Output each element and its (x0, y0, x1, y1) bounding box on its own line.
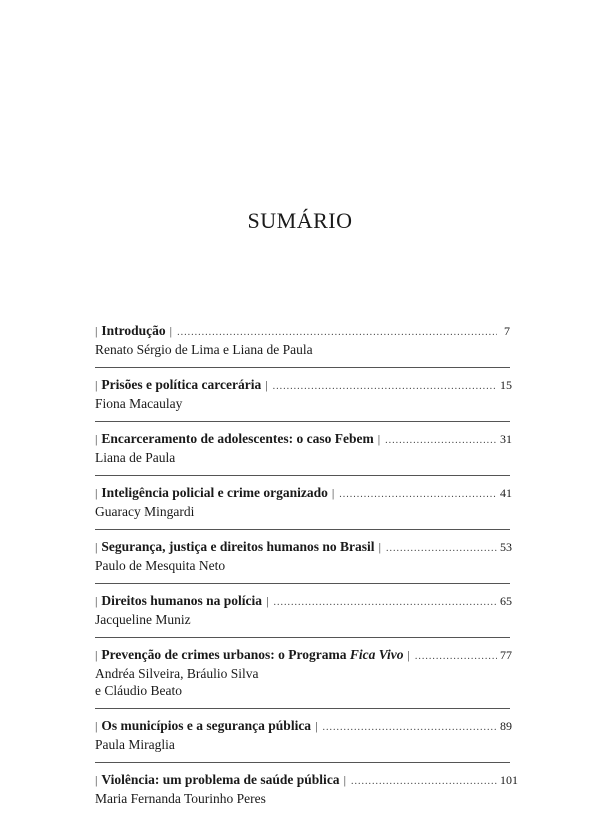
dot-leader (273, 378, 497, 395)
dot-leader (273, 594, 497, 611)
chapter-title[interactable]: Prisões e política carcerária (101, 377, 262, 392)
table-of-contents (95, 322, 518, 824)
toc-entry-line (95, 322, 510, 341)
page-number: 65 (500, 594, 512, 608)
separator: | (331, 486, 335, 500)
toc-entry-line (95, 592, 510, 611)
chapter-title[interactable]: Encarceramento de adolescentes: o caso Febem (101, 431, 374, 446)
separator: | (377, 432, 381, 446)
page-number: 53 (500, 540, 512, 554)
page-number: 7 (504, 324, 510, 338)
toc-entry-line (95, 376, 510, 395)
chapter-author: Guaracy Mingardi (95, 504, 195, 519)
toc-entry-line (95, 717, 510, 736)
toc-entry-line (95, 771, 518, 790)
separator: | (343, 773, 346, 787)
chapter-title[interactable]: Inteligência policial e crime organizado (101, 485, 328, 500)
chapter-title-program: Fica Vivo (349, 647, 404, 662)
separator: | (315, 719, 318, 733)
chapter-title[interactable]: Violência: um problema de saúde pública (101, 772, 340, 787)
separator: | (95, 594, 98, 608)
separator: | (95, 540, 98, 554)
toc-entry[interactable] (95, 376, 510, 422)
separator: | (169, 324, 173, 338)
page-number: 101 (500, 773, 518, 787)
chapter-title[interactable] (101, 646, 403, 663)
chapter-title[interactable]: Segurança, justiça e direitos humanos no Brasil (101, 539, 375, 554)
toc-entry[interactable] (95, 771, 518, 816)
toc-entry-line (95, 484, 510, 503)
chapter-title[interactable]: Os municípios e a segurança pública (101, 718, 312, 733)
chapter-author: Maria Fernanda Tourinho Peres (95, 791, 266, 806)
toc-entry[interactable] (95, 484, 510, 530)
chapter-author: Paula Miraglia (95, 737, 175, 752)
separator: | (265, 378, 268, 392)
chapter-author: Liana de Paula (95, 450, 176, 465)
page-number: 41 (500, 486, 512, 500)
chapter-author: Andréa Silveira, Bráulio Silva (95, 666, 259, 681)
toc-entry[interactable] (95, 717, 510, 763)
toc-entry[interactable] (95, 430, 510, 476)
page-number: 15 (500, 378, 512, 392)
separator: | (95, 773, 98, 787)
chapter-title-text: Prevenção de crimes urbanos: o Programa (101, 647, 350, 662)
toc-entry-line (95, 430, 510, 449)
toc-entry[interactable] (95, 646, 510, 709)
toc-entry[interactable] (95, 322, 510, 368)
separator: | (95, 648, 98, 662)
chapter-author: Paulo de Mesquita Neto (95, 558, 226, 573)
dot-leader (385, 432, 497, 449)
dot-leader (322, 719, 497, 736)
page-number: 89 (500, 719, 512, 733)
chapter-author: e Cláudio Beato (95, 683, 182, 698)
separator: | (378, 540, 381, 554)
chapter-author: Fiona Macaulay (95, 396, 183, 411)
chapter-title[interactable]: Introdução (101, 323, 166, 338)
page-number: 77 (500, 648, 512, 662)
page-number: 31 (500, 432, 512, 446)
chapter-author: Renato Sérgio de Lima e Liana de Paula (95, 342, 313, 357)
chapter-author: Jacqueline Muniz (95, 612, 191, 627)
dot-leader (177, 324, 497, 341)
page-title: SUMÁRIO (247, 208, 353, 233)
dot-leader (351, 773, 497, 790)
separator: | (95, 378, 98, 392)
toc-entry-line (95, 646, 510, 665)
dot-leader (386, 540, 497, 557)
separator: | (95, 324, 98, 338)
chapter-title[interactable]: Direitos humanos na polícia (101, 593, 263, 608)
separator: | (95, 432, 98, 446)
separator: | (95, 486, 98, 500)
separator: | (95, 719, 98, 733)
toc-entry[interactable] (95, 592, 510, 638)
toc-entry[interactable] (95, 538, 510, 584)
toc-entry-line (95, 538, 510, 557)
dot-leader (415, 648, 497, 665)
dot-leader (339, 486, 497, 503)
separator: | (407, 648, 410, 662)
separator: | (266, 594, 269, 608)
